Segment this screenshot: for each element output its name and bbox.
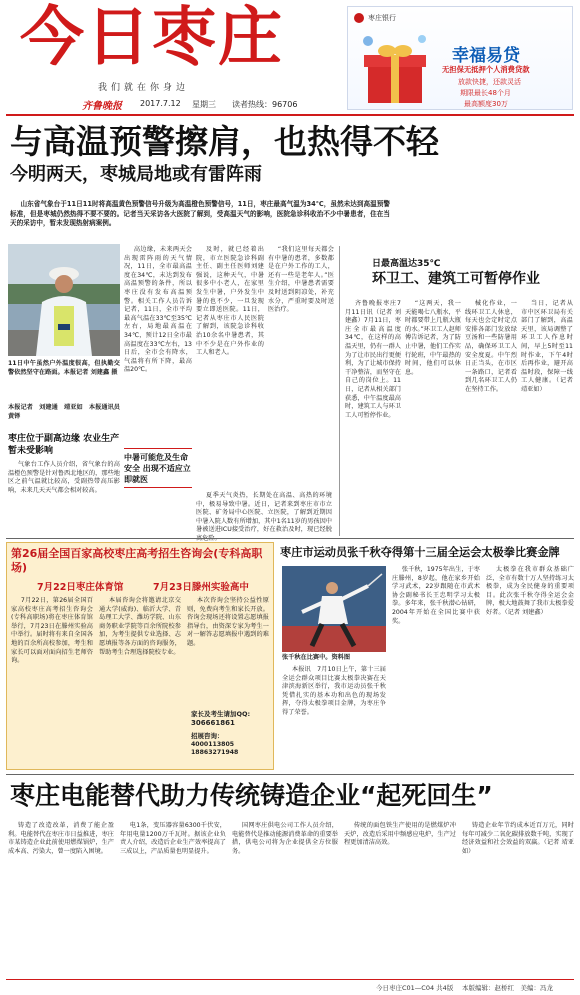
ad-line4: 最高额度30万 <box>464 100 508 108</box>
fair-date-2: 7月23日滕州实验高中 <box>153 582 249 593</box>
story3-column-1-text: 本报讯 7月10日上午，第十三届全运会群众项目比赛太极拳决赛在天津滨海新区举行，我市运动员张千秋凭借扎实的基本功和出色的现场发挥，夺得太极拳项目金牌，为枣庄争得了荣誉。 <box>282 666 386 716</box>
story4-column-1 <box>8 822 114 976</box>
masthead <box>0 0 580 112</box>
masthead-slogan: 我们就在你身边 <box>98 83 190 93</box>
bank-logo-icon <box>354 13 364 23</box>
lead-photo-caption-text: 11日中午虽然户外温度很高，但执勤交警依然坚守在路面。本报记者 刘建鑫 摄 <box>8 360 120 376</box>
hotline: 读者热线：96706 <box>232 100 298 109</box>
lead-byline <box>8 404 127 424</box>
story4-column-3-text: 国网枣庄供电公司工作人员介绍，电能替代是推动能源消费革命的重要举措，供电公司将为企业提供全方位服务。 <box>232 822 338 855</box>
lead-byline-text: 本报记者 刘建通 靖亚如 本报通讯员 黄铎 <box>8 404 127 420</box>
masthead-title: 今日枣庄 <box>20 1 284 75</box>
story3-photo <box>282 566 386 652</box>
lead-column-3-text: 及时，就已经着出院，市立医院急诊科副主任、副主任医师刘建强说，这种天气，中暑很多中小老人，在家里发生中暑，户外发生中暑的也不少，一旦发现要立即送医院。11日，记者从枣庄市人民医院了解到，该院急诊科收治10余名中暑患者，其中不少是在户外作业的工人和老人。 <box>196 246 264 357</box>
lead-sidebar-text: 气象台工作人员介绍，省气象台的高温橙色预警是针对鲁西北地区的，那些地区之前气温就比较高，受副热带高压影响，未来几天天气都会相对较高。 <box>8 461 120 494</box>
story2-column-1-text: 齐鲁晚报枣庄7月11日讯（记者 刘建鑫）7月11日，枣庄全市最高温度34℃，在这样的高温天里，仍有一群人为了让市民出行更便利，为了让城市保持干净整洁，而坚守在自己的岗位上。11日，记者从相关部门获悉，中午温度最高时，建筑工人与环卫工人可暂停作业。 <box>345 300 401 419</box>
lead-column-4 <box>268 246 334 534</box>
lead-box <box>124 448 192 488</box>
story3-column-3-text: 太极拳在我市群众基础广泛，全市有数十万人坚持练习太极拳，成为全民健身的重要项目。此次张千秋夺得全运会金牌，极大地鼓舞了我市太极拳爱好者。（记者 刘建鑫） <box>486 566 574 616</box>
story4-column-4-text: 传统的面包铁生产使用的是燃煤炉冲天炉，改造后采用中频感应电炉，生产过程更加清洁高效。 <box>344 822 456 847</box>
lead-intro-text: 山东省气象台于11日11时将高温黄色预警信号升级为高温橙色预警信号，11日，枣庄最高气温为34℃，虽然未达到高温预警标准，但是枣城仍然热得不要不要的。记者当天采访各大医院了解到，受高温天气的影响，医院急诊科收治不少中暑患者，住在当天的采访中，暂未发现热射病案例。 <box>10 200 390 227</box>
story4-column-5-text: 铸造企业年节约成本近百万元，同时每年可减少二氧化碳排放数千吨，实现了经济效益和社会效益的双赢。（记者 靖亚如） <box>462 822 574 855</box>
story2-column-4-text: 当日，记者从市中区环卫局有关部门了解到，高温天里，该局调整了环卫工人作息时间，早上5时至11时作业，下午4时后再作业，避开高温时段，保障一线工人健康。（记者 靖亚如） <box>521 300 573 393</box>
ad-line2: 放款快捷，还款灵活 <box>458 78 521 86</box>
section-rule-2 <box>6 774 574 775</box>
story3-photo-caption-text: 张千秋在比赛中。资料图 <box>282 654 351 661</box>
story3-column-3 <box>486 566 574 770</box>
story4-column-4 <box>344 822 456 976</box>
story2-headline: 环卫工、建筑工可暂停作业 <box>372 271 540 287</box>
fair-phone-label: 招展咨询： <box>191 732 224 740</box>
lead-box-text: 中暑可能危及生命安全 出现不适应立即就医 <box>124 453 191 484</box>
section-rule-1 <box>6 538 574 539</box>
ad-product: 幸福易贷 <box>452 46 520 66</box>
story3-photo-caption <box>282 654 386 664</box>
issue-weekday: 星期三 <box>192 100 216 109</box>
fair-title: 第26届全国百家高校枣庄高考招生咨询会(专科高职场) <box>11 547 263 574</box>
fair-column-3 <box>187 597 269 697</box>
ad-line1: 无担保无抵押个人消费贷款 <box>442 65 530 74</box>
story3-headline: 枣庄市运动员张千秋夺得第十三届全运会太极拳比赛金牌 <box>280 546 560 559</box>
fair-column-1-text: 7月22日，第26届全国百家高校枣庄高考招生咨询会(专科高职场)将在枣庄体育馆举行，7月23日在滕州实验高中举行。届时将有来自全国各地的百余所高校参加，考生和家长可以面对面向招生老师咨询。 <box>11 597 93 665</box>
lead-column-4-text: “我们这里每天都会有中暑的患者，多数都是在户外工作的工人，还有一些是老年人。”医生介绍，中暑患者需要及时送到阴凉处，补充水分，严重时要及时送医治疗。 <box>268 246 334 314</box>
lead-intro <box>10 200 390 240</box>
footer-page: 今日枣庄C01—C04 共4版 <box>376 984 454 992</box>
masthead-rule <box>6 114 574 116</box>
story2-column-2-text: “这两天，我一天能喝七八瓶水，平时都要带上几瓶大瓶的水。”环卫工人赵师傅告诉记者，为了防止中暑，他们工作实行轮班，中午最热的时间，他们可以休息。 <box>405 300 461 376</box>
lead-subhead: 今明两天，枣城局地或有雷阵雨 <box>10 164 262 185</box>
fair-phone: 4000113805 18863271948 <box>191 741 241 756</box>
story4-column-2 <box>120 822 226 976</box>
story2-column-1 <box>345 300 401 534</box>
lead-photo <box>8 244 120 356</box>
story2-column-3 <box>465 300 517 534</box>
fair-column-2 <box>99 597 181 767</box>
fair-date-1: 7月22日枣庄体育馆 <box>37 582 124 593</box>
story3-column-1 <box>282 666 386 770</box>
story3-column-2-text: 张千秋，1975年出生，于枣庄滕州，8岁起，他在家乡开始学习武术，22岁跟随在市武术协会副秘书长王忠明学习太极拳。多年来，张千秋潜心钻研，2004年开始在全国比赛中获奖。 <box>392 566 480 625</box>
fair-column-1 <box>11 597 93 767</box>
story2-column-3-text: 械化作业，一线环卫工人休息，每天也会定时定点安排各部门发放绿豆汤和一些防暑用品，确保环卫工人安全度夏。中午烈日正当头，在市区一条路口，记者看到几名环卫工人仍在坚持工作。 <box>465 300 517 393</box>
footer-rule <box>6 979 574 980</box>
story4-column-1-text: 铸造了改造改革，消费了能企盈利。电能替代在枣庄市日益推进，枣庄市某铸造企业此前使用燃煤锅炉，生产成本高、污染大，曾一度陷入困境。 <box>8 822 114 855</box>
lead-column-2 <box>124 246 192 444</box>
bank-name: 枣庄银行 <box>368 14 396 22</box>
story4-headline: 枣庄电能替代助力传统铸造企业“起死回生” <box>10 781 493 810</box>
story4-column-2-text: 电1条，变压器容量6300千伏安，年用电量1200万千瓦时。据该企业负责人介绍，改造后企业生产效率提高了三成以上，产品质量也明显提升。 <box>120 822 226 855</box>
story4-column-5 <box>462 822 574 976</box>
fair-column-2-text: 本届咨询会将邀请北京交通大学(威海)、临沂大学、青岛理工大学、潍坊学院、山东商务职业学院等百余所院校参加，为考生提供专业选择、志愿填报等各方面的咨询服务，帮助考生合理选择院校专业。 <box>99 597 181 656</box>
lead-photo-caption <box>8 360 120 394</box>
lead-column-3 <box>196 246 264 444</box>
story3-column-2 <box>392 566 480 770</box>
fair-column-3-text: 本次咨询会坚持公益性原则，免费向考生和家长开放。咨询会现场还将设置志愿填报指导台，由资深专家为考生一对一解答志愿填报中遇到的难题。 <box>187 597 269 647</box>
college-fair-ad <box>6 542 274 770</box>
lead-headline: 与高温预警擦肩，也热得不轻 <box>10 122 439 161</box>
lead-column-2-text: 高边缘，未来两天会出现雷阵雨的天气情况，11日，全市最高温度在34℃，未达到发布高温预警的条件，所以枣庄没有发布高温预警。相关工作人员告诉记者，11日，全市平均最高气温在33℃至35℃左右，局地最高温在34℃，预计12日全市最高温度在33℃左右，13日后，全市会有降水，气温将有所下降，最高温20℃。 <box>124 246 192 374</box>
story2-column-2 <box>405 300 461 534</box>
story4-column-3 <box>232 822 338 976</box>
lead-column-5-text: 夏季天气炎热，长期处在高温、高热的环境中，极易导致中暑。近日，记者来到枣庄市市立医院、矿务局中心医院、立医院，了解到近期因中暑入院人数有所增加，其中1名11岁的男孩因中暑被送进ICU接受治疗，好在救治及时，现已经脱 <box>196 492 332 534</box>
footer-editor: 本版编辑：赵桥红 美编：冯龙 <box>462 984 553 992</box>
ad-line3: 期限最长48个月 <box>460 89 511 97</box>
lead-sidebar-head: 枣庄位于副高边缘 农业生产暂未受影响 <box>8 434 120 456</box>
bank-ad <box>347 6 573 110</box>
lead-sidebar <box>8 461 120 533</box>
paper-name: 齐鲁晚报 <box>82 101 122 112</box>
fair-qq: 306661861 <box>191 719 235 727</box>
story2-kicker: 日最高温达35℃ <box>372 259 441 269</box>
fair-contact-label: 家长及考生请加QQ: <box>191 710 251 718</box>
gift-box-illustration <box>354 29 436 109</box>
story2-column-4 <box>521 300 573 534</box>
issue-date: 2017.7.12 <box>140 99 181 108</box>
story2-divider <box>339 246 340 536</box>
